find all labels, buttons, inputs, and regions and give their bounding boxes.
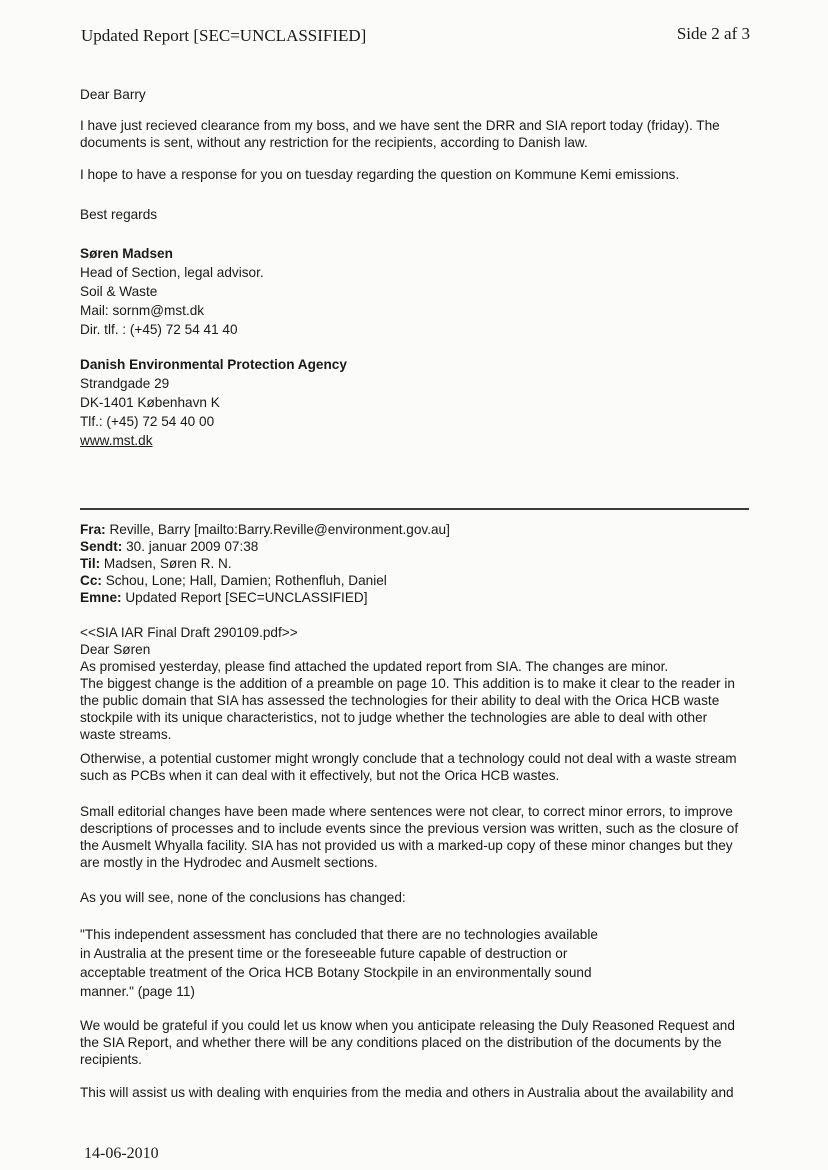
reply-closing: Best regards	[80, 207, 158, 222]
text-line: documents is sent, without any restriction for the recipients, according to Danish law.	[80, 135, 588, 150]
reply-paragraph-2: I hope to have a response for you on tuesday regarding the question on Kommune Kemi emissions.	[80, 167, 680, 182]
text-line: the Ausmelt Whyalla facility. SIA has not provided us with a marked-up copy of these minor changes but they	[80, 838, 733, 853]
original-body-intro	[80, 624, 735, 743]
text-line: the public domain that SIA has assessed the technologies for their ability to deal with the Orica HCB waste	[80, 693, 720, 708]
org-street: Strandgade 29	[80, 376, 170, 391]
reply-paragraph-1	[80, 117, 720, 151]
reply-greeting: Dear Barry	[80, 87, 146, 102]
text-line: the SIA Report, and whether there will be any conditions placed on the distribution of the documents by the	[80, 1035, 722, 1050]
text-line: I have just recieved clearance from my boss, and we have sent the DRR and SIA report today (friday). The	[80, 118, 720, 133]
header-from: Fra: Reville, Barry [mailto:Barry.Reville@environment.gov.au]	[80, 522, 450, 537]
signature-dept: Soil & Waste	[80, 284, 158, 299]
original-paragraph-5	[80, 1017, 735, 1068]
signature-phone: Dir. tlf. : (+45) 72 54 41 40	[80, 322, 238, 337]
text-line: We would be grateful if you could let us know when you anticipate releasing the Duly Reasoned Request and	[80, 1018, 735, 1033]
text-line: descriptions of processes and to include events since the previous version was written, such as the closure of	[80, 821, 739, 836]
original-paragraph-6: This will assist us with dealing with enquiries from the media and others in Australia about the availability and	[80, 1085, 734, 1100]
conclusion-quote	[80, 925, 598, 1001]
original-message-header	[80, 521, 450, 606]
text-line: waste streams.	[80, 727, 172, 742]
original-paragraph-4: As you will see, none of the conclusions has changed:	[80, 890, 406, 905]
text-line: recipients.	[80, 1052, 142, 1067]
text-line: such as PCBs when it can deal with it effectively, but not the Orica HCB wastes.	[80, 768, 560, 783]
text-line: "This independent assessment has concluded that there are no technologies available	[80, 927, 598, 942]
org-city: DK-1401 København K	[80, 395, 220, 410]
text-line: manner." (page 11)	[80, 984, 195, 999]
page-header-title: Updated Report [SEC=UNCLASSIFIED]	[81, 26, 367, 45]
text-line: stockpile with its unique characteristics, not to judge whether the technologies are able to deal with other	[80, 710, 708, 725]
header-cc: Cc: Schou, Lone; Hall, Damien; Rothenfluh, Daniel	[80, 573, 387, 588]
signature-block	[80, 245, 264, 338]
text-line: Otherwise, a potential customer might wrongly conclude that a technology could not deal with a waste stream	[80, 751, 737, 766]
attachment-name: <<SIA IAR Final Draft 290109.pdf>>	[80, 625, 298, 640]
signature-mail: Mail: sornm@mst.dk	[80, 303, 205, 318]
text-line: acceptable treatment of the Orica HCB Botany Stockpile in an environmentally sound	[80, 965, 592, 980]
footer-date: 14-06-2010	[84, 1145, 159, 1162]
page-number: Side 2 af 3	[676, 24, 750, 43]
text-line: in Australia at the present time or the foreseeable future capable of destruction or	[80, 946, 568, 961]
text-line: Small editorial changes have been made where sentences were not clear, to correct minor errors, to improve	[80, 804, 733, 819]
text-line: The biggest change is the addition of a preamble on page 10. This addition is to make it clear to the reader in	[80, 676, 735, 691]
header-to: Til: Madsen, Søren R. N.	[80, 556, 232, 571]
header-subject: Emne: Updated Report [SEC=UNCLASSIFIED]	[80, 590, 368, 605]
signature-title: Head of Section, legal advisor.	[80, 265, 264, 280]
org-website-link[interactable]: www.mst.dk	[80, 433, 153, 448]
org-name: Danish Environmental Protection Agency	[80, 357, 347, 372]
signature-name: Søren Madsen	[80, 246, 173, 261]
original-paragraph-3	[80, 803, 738, 871]
text-line: are mostly in the Hydrodec and Ausmelt sections.	[80, 855, 378, 870]
original-greeting: Dear Søren	[80, 642, 151, 657]
org-block	[80, 356, 347, 449]
header-sent: Sendt: 30. januar 2009 07:38	[80, 539, 259, 554]
original-paragraph-2	[80, 750, 737, 784]
org-phone: Tlf.: (+45) 72 54 40 00	[80, 414, 215, 429]
message-divider	[80, 508, 749, 510]
text-line: As promised yesterday, please find attached the updated report from SIA. The changes are minor.	[80, 659, 669, 674]
